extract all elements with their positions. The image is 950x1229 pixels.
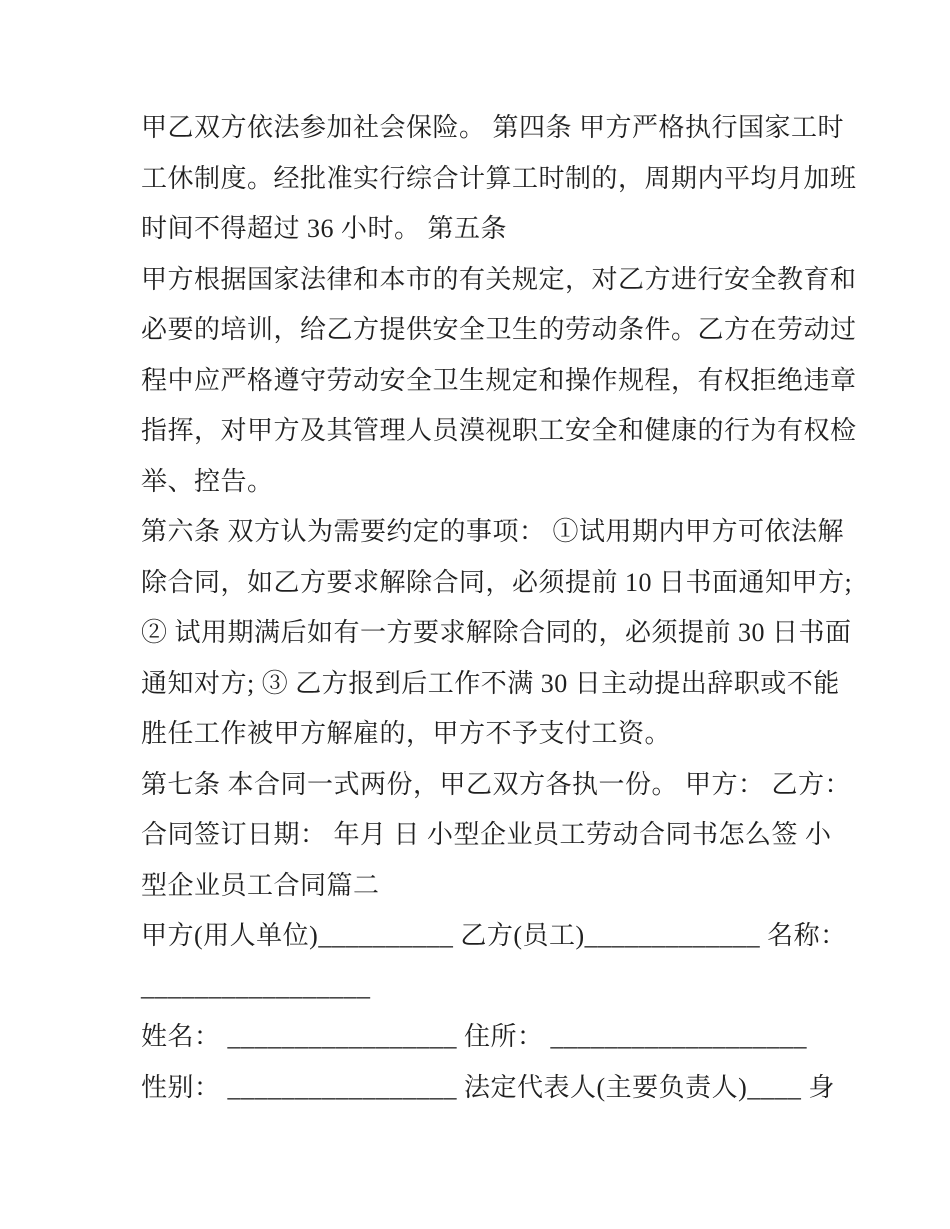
contract-line: 甲方根据国家法律和本市的有关规定，对乙方进行安全教育和 [141,264,857,294]
contract-text-block [141,103,881,1113]
contract-line: 指挥，对甲方及其管理人员漠视职工安全和健康的行为有权检 [141,416,857,445]
contract-line-fill-in: 性别： _________________ 法定代表人(主要负责人)____ 身 [141,1072,835,1102]
contract-line-fill-in: _________________ [141,971,371,1001]
contract-line: 胜任工作被甲方解雇的，甲方不予支付工资。 [141,719,672,748]
contract-line: ② 试用期满后如有一方要求解除合同的，必须提前 30 日书面 [141,618,852,647]
contract-line: 除合同，如乙方要求解除合同，必须提前 10 日书面通知甲方; [141,567,853,597]
contract-line: 程中应严格遵守劳动安全卫生规定和操作规程，有权拒绝违章 [141,365,857,395]
contract-line: 型企业员工合同篇二 [141,870,380,900]
contract-line: 通知对方; ③ 乙方报到后工作不满 30 日主动提出辞职或不能 [141,668,840,698]
contract-line-fill-in: 姓名： _________________ 住所： ___________________ [141,1022,808,1051]
contract-line: 必要的培训，给乙方提供安全卫生的劳动条件。乙方在劳动过 [141,315,857,344]
contract-line: 举、控告。 [141,466,274,496]
contract-line-fill-in: 甲方(用人单位)__________ 乙方(员工)_____________ 名称： [141,921,847,950]
contract-line: 第六条 双方认为需要约定的事项： ①试用期内甲方可依法解 [141,517,845,546]
contract-line: 第七条 本合同一式两份，甲乙双方各执一份。 甲方： 乙方： [141,769,852,799]
contract-line: 合同签订日期： 年月 日 小型企业员工劳动合同书怎么签 小 [141,820,832,849]
contract-line: 甲乙双方依法参加社会保险。 第四条 甲方严格执行国家工时 [141,113,845,142]
contract-line: 时间不得超过 36 小时。 第五条 [141,214,508,243]
contract-line: 工休制度。经批准实行综合计算工时制的，周期内平均月加班 [141,163,857,193]
